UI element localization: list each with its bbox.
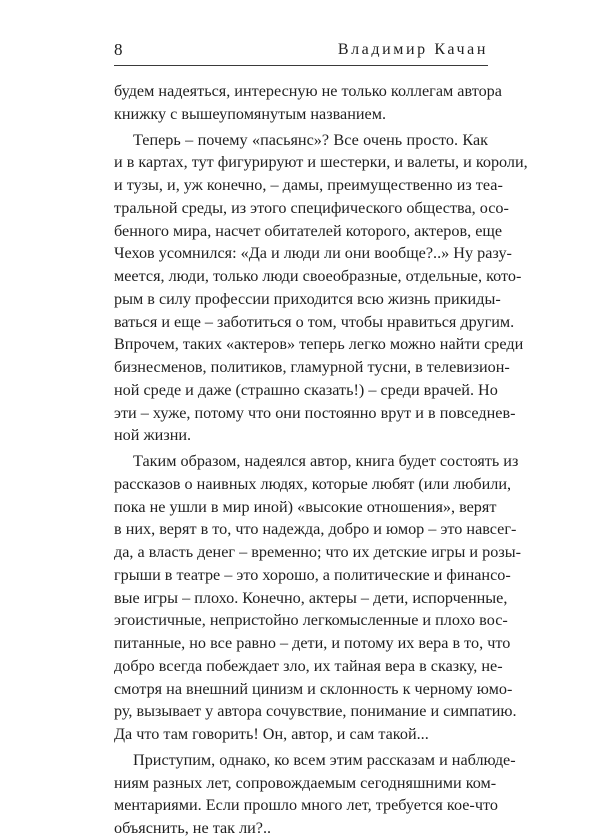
text-line: грыши в театре – это хорошо, а политические и финансо- bbox=[114, 565, 511, 584]
text-line: бенного мира, насчет обитателей которого, актеров, еще bbox=[114, 221, 503, 240]
text-line: бизнесменов, политиков, гламурной тусни, в телевизион- bbox=[114, 358, 510, 376]
paragraph bbox=[114, 80, 502, 126]
text-line: Чехов усомнился: «Да и люди ли они вообще?..» Ну разу- bbox=[114, 244, 512, 263]
text-line: ной жизни. bbox=[114, 426, 192, 445]
text-line: ниям разных лет, сопровождаемым сегодняшними ком- bbox=[114, 773, 497, 792]
page-number: 8 bbox=[114, 40, 123, 59]
text-line: Теперь – почему «пасьянс»? Все очень просто. Как bbox=[133, 130, 488, 149]
text-line: рассказов о наивных людях, которые любят (или любили, bbox=[114, 474, 512, 493]
text-line: эгоистичные, непристойно легкомысленные и плохо вос- bbox=[114, 611, 508, 630]
text-line: вые игры – плохо. Конечно, актеры – дети, испорченные, bbox=[114, 588, 508, 607]
text-line: в них, верят в то, что надежда, добро и юмор – это навсег- bbox=[114, 520, 517, 539]
text-line: Впрочем, таких «актеров» теперь легко можно найти среди bbox=[114, 335, 524, 354]
text-line: эти – хуже, потому что они постоянно врут и в повседнев- bbox=[114, 403, 516, 422]
body-text bbox=[114, 80, 528, 840]
text-line: питанные, но все равно – дети, и потому их вера в то, что bbox=[114, 634, 511, 652]
text-line: будем надеяться, интересную не только коллегам автора bbox=[114, 82, 502, 100]
header-rule bbox=[114, 65, 488, 66]
text-line: меется, люди, только люди своеобразные, отдельные, кото- bbox=[114, 267, 522, 285]
text-line: и в картах, тут фигурируют и шестерки, и валеты, и короли, bbox=[114, 153, 528, 172]
text-line: Приступим, однако, ко всем этим рассказам и наблюде- bbox=[133, 750, 516, 769]
text-line: пока не ушли в мир иной) «высокие отношения», верят bbox=[114, 497, 497, 516]
text-line: да, а власть денег – временно; что их детские игры и розы- bbox=[114, 543, 521, 561]
text-line: ментариями. Если прошло много лет, требуется кое-что bbox=[114, 796, 498, 815]
paragraph bbox=[114, 450, 521, 746]
text-line: ру, вызывает у автора сочувствие, понимание и симпатию. bbox=[114, 702, 517, 721]
running-head-author: Владимир Качан bbox=[337, 41, 488, 58]
text-line: Таким образом, надеялся автор, книга будет состоять из bbox=[133, 452, 519, 470]
text-line: ной среде и даже (страшно сказать!) – среди врачей. Но bbox=[114, 380, 498, 399]
text-line: ваться и еще – заботиться о том, чтобы нравиться другим. bbox=[114, 312, 515, 331]
text-line: Да что там говорить! Он, автор, и сам такой... bbox=[114, 725, 429, 743]
text-line: добро всегда побеждает зло, их тайная вера в сказку, не- bbox=[114, 656, 503, 675]
page-header bbox=[114, 40, 488, 66]
paragraph bbox=[114, 749, 516, 840]
text-line: книжку с вышеупомянутым названием. bbox=[114, 104, 387, 123]
text-line: смотря на внешний цинизм и склонность к черному юмо- bbox=[114, 679, 513, 698]
text-line: тральной среды, из этого специфического общества, осо- bbox=[114, 198, 509, 217]
text-line: и тузы, и, уж конечно, – дамы, преимущественно из теа- bbox=[114, 176, 503, 194]
text-line: рым в силу профессии приходится всю жизнь прикиды- bbox=[114, 289, 501, 308]
text-line: объяснить, не так ли?.. bbox=[114, 819, 272, 837]
paragraph bbox=[114, 129, 528, 448]
